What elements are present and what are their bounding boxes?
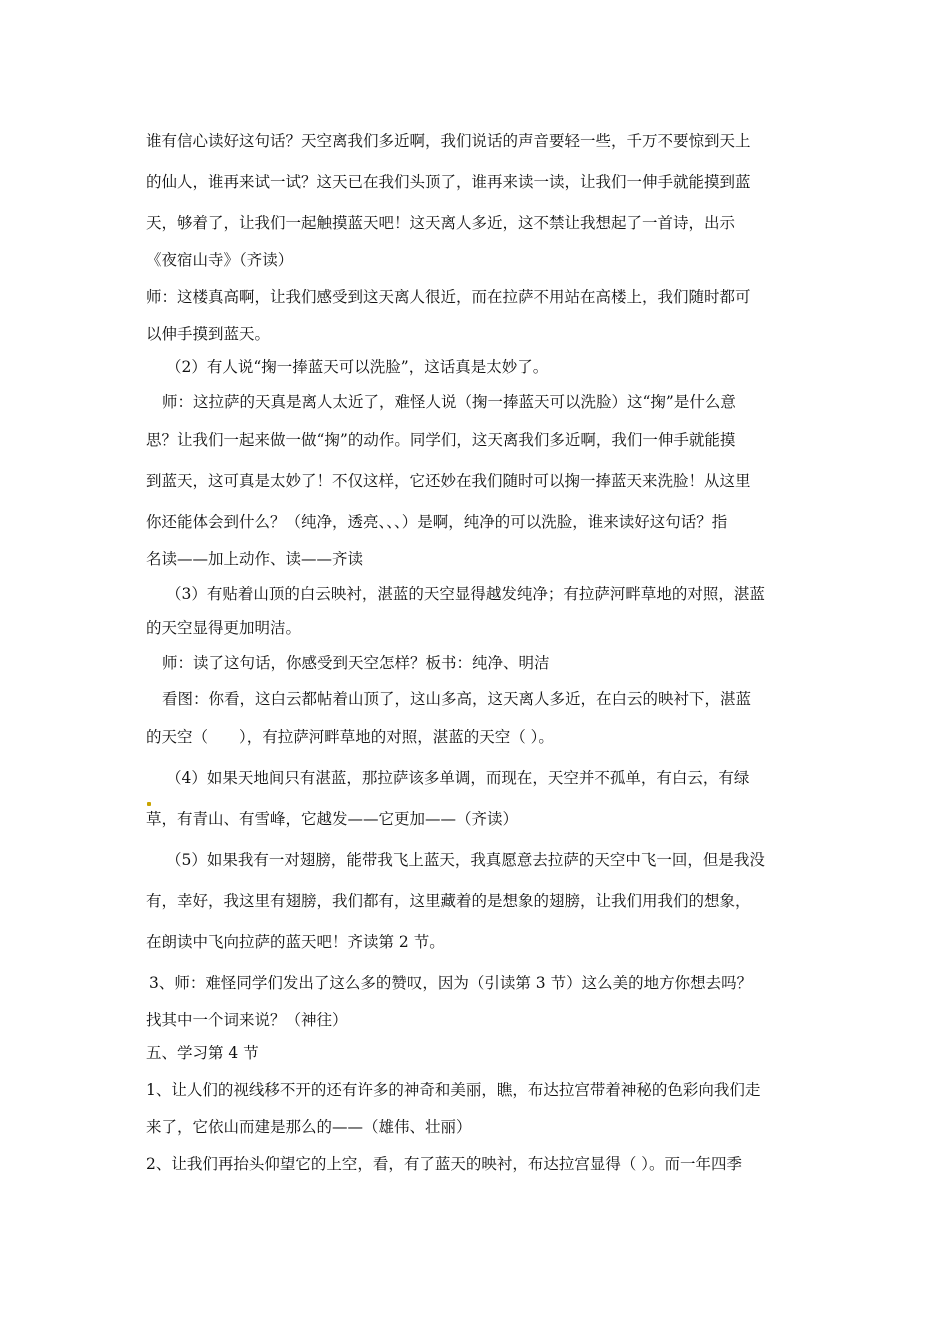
text-line: 到蓝天，这可真是太妙了！不仅这样，它还妙在我们随时可以掬一捧蓝天来洗脸！从这里 [146,472,751,490]
text-line: 1、让人们的视线移不开的还有许多的神奇和美丽，瞧，布达拉宫带着神秘的色彩向我们走 [146,1081,761,1099]
text-line: 3、师：难怪同学们发出了这么多的赞叹，因为（引读第 3 节）这么美的地方你想去吗？ [149,974,753,992]
text-line: 谁有信心读好这句话？天空离我们多近啊，我们说话的声音要轻一些，千万不要惊到天上 [146,132,751,150]
text-line: 有，幸好，我这里有翅膀，我们都有，这里藏着的是想象的翅膀，让我们用我们的想象， [146,892,751,910]
text-line: 的仙人，谁再来试一试？这天已在我们头顶了，谁再来读一读，让我们一伸手就能摸到蓝 [146,173,751,191]
text-line: （2）有人说“掬一捧蓝天可以洗脸”，这话真是太妙了。 [166,358,549,376]
text-line: 在朗读中飞向拉萨的蓝天吧！齐读第 2 节。 [146,933,445,951]
text-line: 师：这楼真高啊，让我们感受到这天离人很近，而在拉萨不用站在高楼上，我们随时都可 [146,288,751,306]
text-line: 的天空显得更加明洁。 [146,619,302,637]
stray-mark [147,802,151,806]
text-line: 师：这拉萨的天真是离人太近了，难怪人说（掬一捧蓝天可以洗脸）这“掬”是什么意 [162,393,736,411]
text-line: 天，够着了，让我们一起触摸蓝天吧！这天离人多近，这不禁让我想起了一首诗，出示 [146,214,736,232]
text-line: （4）如果天地间只有湛蓝，那拉萨该多单调，而现在，天空并不孤单，有白云，有绿 [166,769,750,787]
text-line: 草，有青山、有雪峰，它越发——它更加——（齐读） [146,810,519,828]
document-body [146,121,814,1185]
text-line: 五、学习第 4 节 [146,1044,259,1062]
text-line: 找其中一个词来说？（神往） [146,1011,348,1029]
text-line: 名读——加上动作、读——齐读 [146,550,364,568]
text-line: 师：读了这句话，你感受到天空怎样？板书：纯净、明洁 [162,654,550,672]
text-line: 2、让我们再抬头仰望它的上空，看，有了蓝天的映衬，布达拉宫显得（ ）。而一年四季 [146,1155,743,1173]
text-line: 的天空（ ），有拉萨河畔草地的对照，湛蓝的天空（ ）。 [146,728,554,746]
text-line: （3）有贴着山顶的白云映衬，湛蓝的天空显得越发纯净；有拉萨河畔草地的对照，湛蓝 [166,585,765,603]
text-line: 以伸手摸到蓝天。 [146,325,271,343]
text-line: 《夜宿山寺》（齐读） [146,251,294,269]
text-line: 看图：你看，这白云都帖着山顶了，这山多高，这天离人多近，在白云的映衬下，湛蓝 [162,690,752,708]
text-line: 思？让我们一起来做一做“掬”的动作。同学们，这天离我们多近啊，我们一伸手就能摸 [146,431,736,449]
text-line: （5）如果我有一对翅膀，能带我飞上蓝天，我真愿意去拉萨的天空中飞一回，但是我没 [166,851,765,869]
text-line: 你还能体会到什么？（纯净，透亮、、、）是啊，纯净的可以洗脸，谁来读好这句话？指 [146,513,728,531]
text-line: 来了，它依山而建是那么的——（雄伟、壮丽） [146,1118,472,1136]
